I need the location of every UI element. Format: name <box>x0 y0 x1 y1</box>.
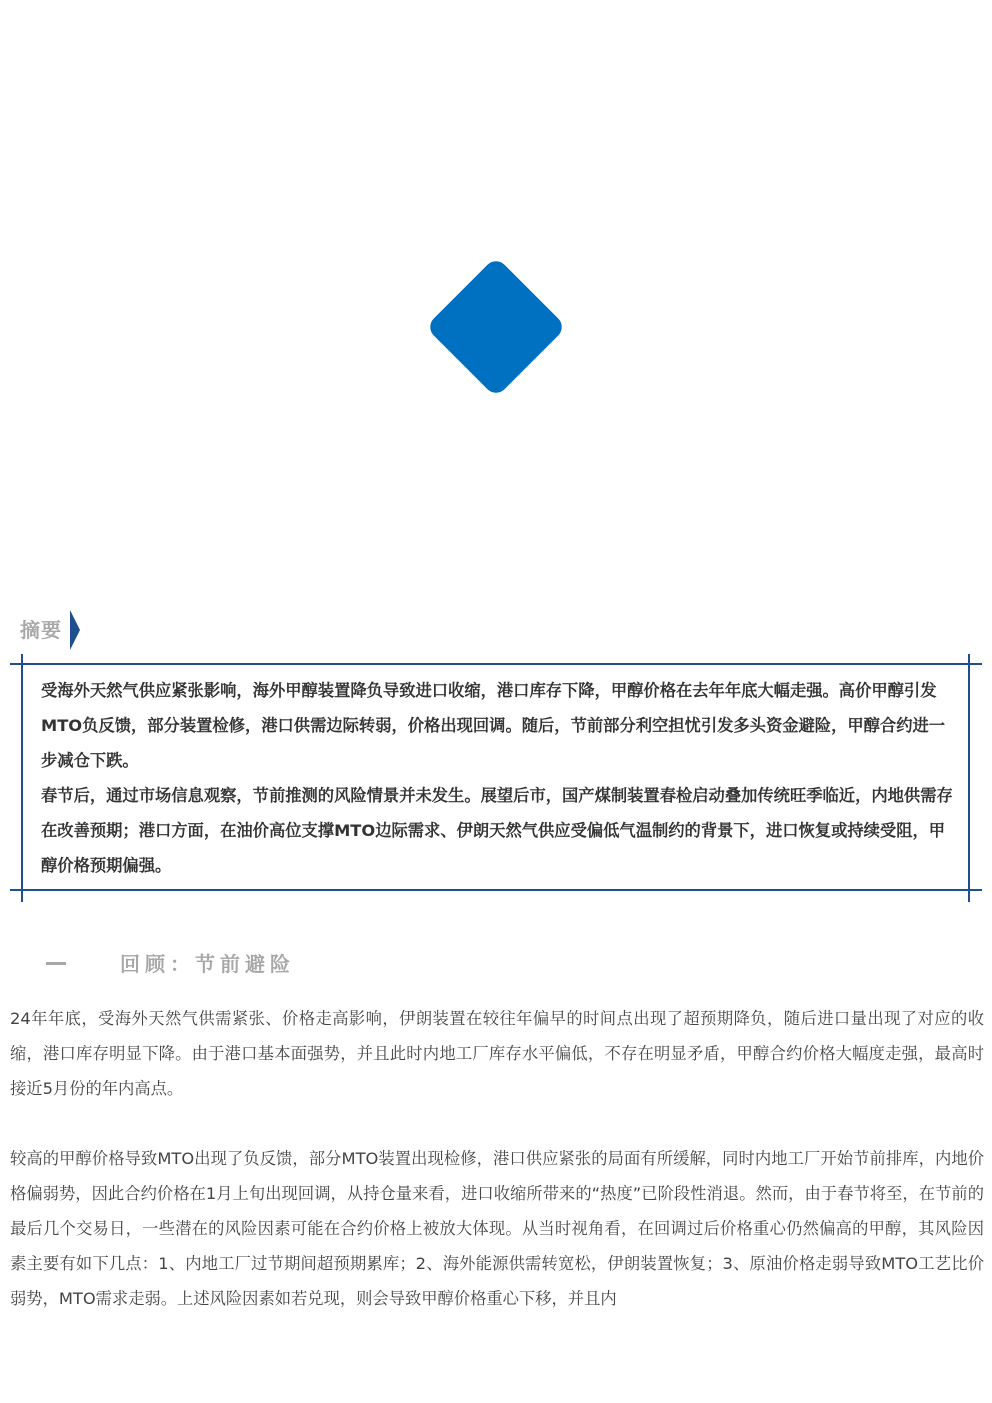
section-number-dash <box>46 962 66 965</box>
abstract-paragraph: 春节后，通过市场信息观察，节前推测的风险情景并未发生。展望后市，国产煤制装置春检启动叠加传统旺季临近，内地供需存在改善预期；港口方面，在油价高位支撑MTO边际需求、伊朗天然气供应受偏低气温制约的背景下，进口恢复或持续受阻，甲醇价格预期偏强。 <box>41 786 953 875</box>
body-paragraph: 较高的甲醇价格导致MTO出现了负反馈，部分MTO装置出现检修，港口供应紧张的局面有所缓解，同时内地工厂开始节前排库，内地价格偏弱势，因此合约价格在1月上旬出现回调，从持仓量来看，进口收缩所带来的“热度”已阶段性消退。然而，由于春节将至，在节前的最后几个交易日，一些潜在的风险因素可能在合约价格上被放大体现。从当时视角看，在回调过后价格重心仍然偏高的甲醇，其风险因素主要有如下几点：1、内地工厂过节期间超预期累库；2、海外能源供需转宽松，伊朗装置恢复；3、原油价格走弱导致MTO工艺比价弱势，MTO需求走弱。上述风险因素如若兑现，则会导致甲醇价格重心下移，并且内 <box>10 1149 984 1308</box>
section-heading <box>0 948 400 978</box>
section-title: 回顾：节前避险 <box>120 952 295 976</box>
chevron-right-icon <box>68 610 82 650</box>
abstract-label: 摘要 <box>20 618 62 642</box>
diamond-logo-icon <box>425 256 567 398</box>
abstract-paragraph: 受海外天然气供应紧张影响，海外甲醇装置降负导致进口收缩，港口库存下降，甲醇价格在去年年底大幅走强。高价甲醇引发MTO负反馈，部分装置检修，港口供需边际转弱，价格出现回调。随后，节前部分利空担忧引发多头资金避险，甲醇合约进一步减仓下跌。 <box>41 681 946 770</box>
body-paragraph: 24年年底，受海外天然气供需紧张、价格走高影响，伊朗装置在较往年偏早的时间点出现了超预期降负，随后进口量出现了对应的收缩，港口库存明显下降。由于港口基本面强势，并且此时内地工厂库存水平偏低，不存在明显矛盾，甲醇合约价格大幅度走强，最高时接近5月份的年内高点。 <box>10 1009 984 1098</box>
abstract-text <box>41 673 955 883</box>
